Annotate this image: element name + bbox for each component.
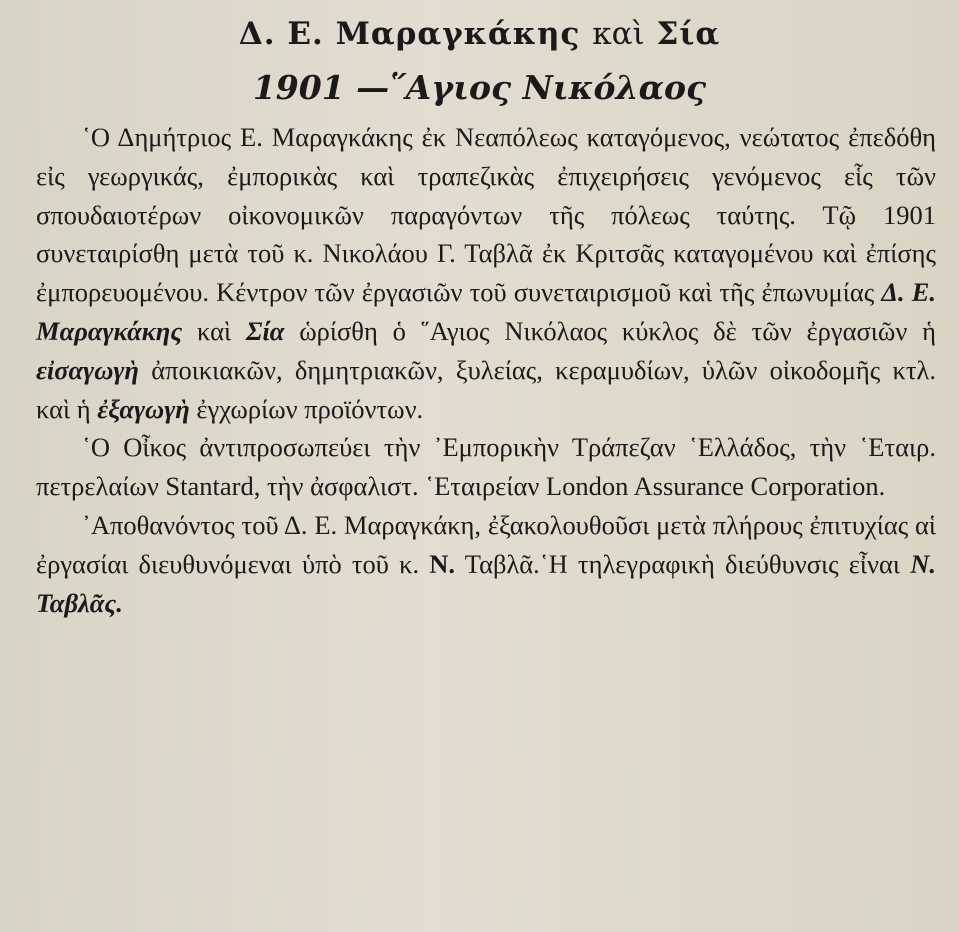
paragraph-representation [36,428,936,506]
p3-text-a: ᾽Αποθανόντος τοῦ Δ. Ε. Μαραγκάκη, ἐξακολουθοῦσι μετὰ πλήρους ἐπιτυχίας αἱ ἐργασίαι διευθυνόμεναι ὑπὸ τοῦ κ. [36,509,936,579]
p1-text-c: ὡρίσθη ὁ ῞Αγιος Νικόλαος κύκλος δὲ τῶν ἐργασιῶν ἡ [284,315,936,346]
p2-text: ῾Ο Οἶκος ἀντιπροσωπεύει τὴν ᾽Εμπορικὴν Τράπεζαν ῾Ελλάδος, τὴν ῾Εταιρ. πετρελαίων Stantard, τὴν ἀσφαλιστ. ῾Εταιρείαν London Assurance Corporation. [36,432,936,502]
export-word: ἐξαγωγὴ [97,393,190,424]
p1-text-b: καὶ [182,315,246,346]
title-company: Σία [656,16,721,52]
telegraph-address: Ν. Ταβλᾶς. [36,548,936,618]
firm-name: Δ. Ε. Μαραγκάκης [36,277,937,346]
cropped-next-line [120,918,820,932]
p1-text-e: ἐγχωρίων προϊόντων. [189,393,424,424]
page-title [0,14,959,54]
title-name: Δ. Ε. Μαραγκάκης [238,16,581,52]
p1-text-d: ἀποικιακῶν, δημητριακῶν, ξυλείας, κεραμυδίων, ὑλῶν οἰκοδομῆς κτλ. καὶ ἡ [36,354,936,424]
p1-text-a: ῾Ο Δημήτριος Ε. Μαραγκάκης ἐκ Νεαπόλεως καταγόμενος, νεώτατος ἐπεδόθη εἰς γεωργικάς, ἐμπορικὰς καὶ τραπεζικὰς ἐπιχειρήσεις γενόμενος εἷς τῶν σπουδαιοτέρων οἰκονομικῶν παραγόντων τῆς πόλεως ταύτης. Τῷ 1901 συνεταιρίσθη μετὰ τοῦ κ. Νικολάου Γ. Ταβλᾶ ἐκ Κριτσᾶς καταγομένου καὶ ἐπίσης ἐμπορευομένου. Κέντρον τῶν ἐργασιῶν τοῦ συνεταιρισμοῦ καὶ τῆς ἐπωνυμίας [36,122,936,308]
paragraph-history [36,118,936,428]
article-body [36,118,936,622]
page-subtitle: 1901 —῞Αγιος Νικόλαος [252,68,707,107]
title-connector: καὶ [592,16,645,52]
paragraph-succession [36,506,936,622]
firm-suffix: Σία [245,315,285,346]
partner-initial: Ν. [429,548,456,579]
import-word: εἰσαγωγὴ [36,354,139,385]
p3-text-b: Ταβλᾶ.῾Η τηλεγραφικὴ διεύθυνσις εἶναι [455,548,911,579]
